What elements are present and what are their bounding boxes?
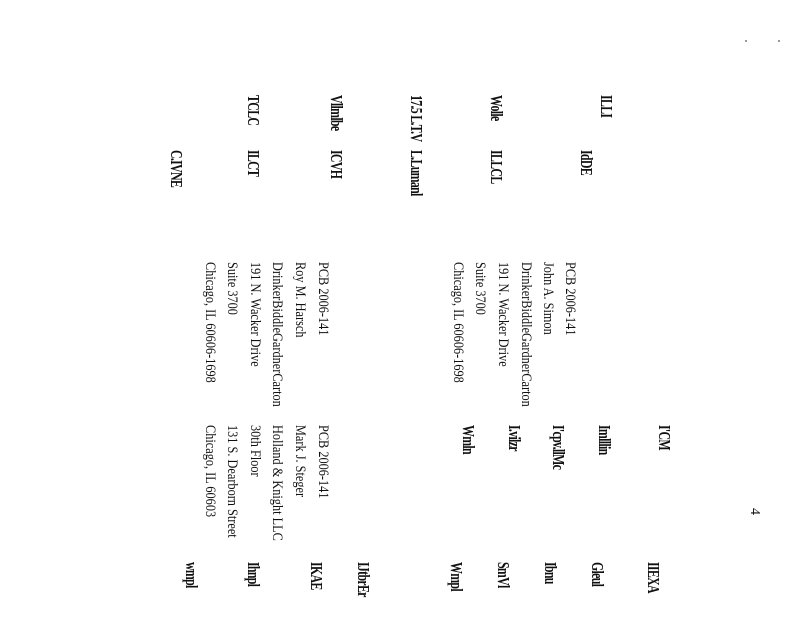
scanned-document-page: 4 ILLI Wolle 17.5 L.T.V Vllmlbe TCLC IdDE ILLCL L.Lumanl ICVH ILCT C.IVNE PCB 2006-141 John A. Simon DrinkerBiddleGardnerCarton 191 N. Wacker Drive Suite 3700 Chicago, IL 60606-1698 PCB 2006-141 Roy M. Harsch DrinkerBiddleGardnerCarton 191 N. Wacker Drive Suite 3700 Chicago, IL 60606-1698 I'CM Imlllin I'cpv.llMc I.vilzr Wmln PCB 2006-141 Mark J. Steger Holland & Knight LLC 30th Floor 131 S. Dearborn Street Chicago, IL 60603 IIEXA Gleul Ibnu SmVl Wmpl IJtbrEr IKAE Ihnpl wmpl bbox=[0, 0, 800, 618]
scan-speck bbox=[745, 40, 747, 42]
scan-speck bbox=[778, 40, 780, 42]
page-number: 4 bbox=[747, 508, 762, 515]
